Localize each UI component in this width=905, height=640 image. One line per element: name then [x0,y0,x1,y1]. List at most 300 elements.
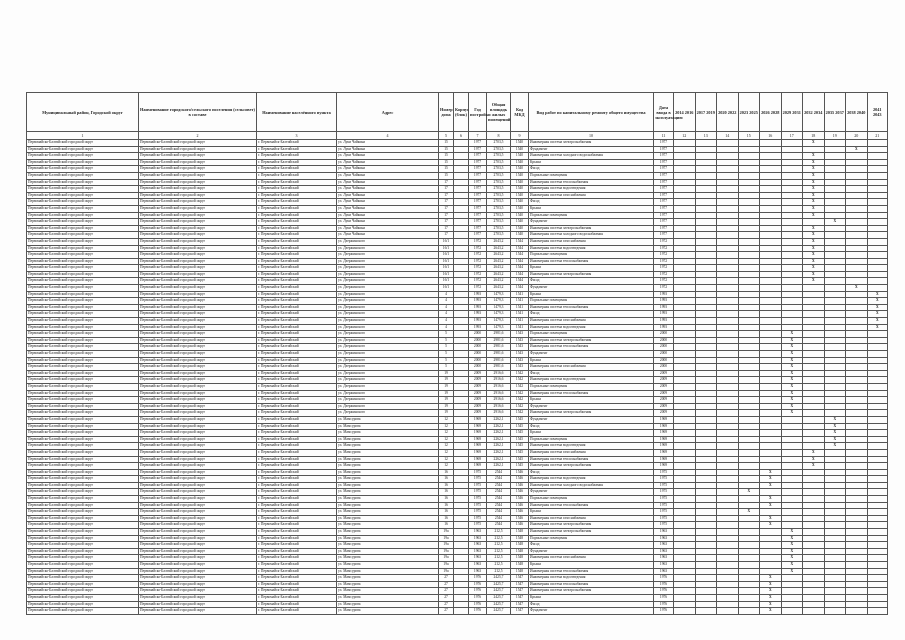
table-row [27,370,888,377]
work-type-cell: Инженерная система электроснабжения [529,271,654,278]
block-cell [454,146,469,153]
build-year-cell: 1977 [469,192,487,199]
period-cell-18 [803,403,825,410]
period-cell-15 [738,449,760,456]
table-row [27,245,888,252]
period-cell-21 [867,364,888,371]
period-cell-19 [824,456,846,463]
period-cell-14 [717,469,739,476]
period-cell-17 [781,265,803,272]
table-row [27,205,888,212]
period-cell-13 [695,172,717,179]
period-cell-14 [717,443,739,450]
period-cell-15 [738,581,760,588]
block-cell [454,311,469,318]
district-cell: Первомайско-Балтийский городской округ [27,482,139,489]
period-cell-13 [695,146,717,153]
period-cell-17 [781,608,803,615]
period-cell-14 [717,337,739,344]
table-row [27,146,888,153]
block-cell [454,238,469,245]
period-cell-13 [695,205,717,212]
area-cell: 1479,3 [487,298,511,305]
block-cell [454,416,469,423]
area-cell: 2916,6 [487,403,511,410]
period-cell-17 [781,285,803,292]
work-type-cell: Инженерная система водоотведения [529,245,654,252]
street-cell: ул. Луки Чайкина [337,146,439,153]
work-type-cell: Фасад [529,542,654,549]
period-cell-16 [760,568,782,575]
period-cell-18 [803,489,825,496]
period-cell-12 [674,186,696,193]
settlement-cell: Первомайско-Балтийский городской округ [139,529,257,536]
period-cell-13 [695,199,717,206]
period-cell-18 [803,324,825,331]
period-cell-15 [738,324,760,331]
locality-cell: г. Первомайск-Балтийский [257,608,337,615]
build-year-cell: 1993 [469,324,487,331]
period-cell-18: X [803,463,825,470]
commission-date-cell: 1993 [654,304,674,311]
work-type-cell: Инженерная система газоснабжения [529,555,654,562]
period-cell-19 [824,608,846,615]
district-cell: Первомайско-Балтийский городской округ [27,469,139,476]
period-cell-12 [674,351,696,358]
table-row [27,271,888,278]
period-cell-12 [674,476,696,483]
period-cell-18 [803,370,825,377]
street-cell: ул. Луки Чайкина [337,219,439,226]
period-cell-15 [738,291,760,298]
work-type-cell: Крыша [529,397,654,404]
street-cell: ул. Мамсурова [337,601,439,608]
period-cell-19: X [824,416,846,423]
district-cell: Первомайско-Балтийский городской округ [27,205,139,212]
period-cell-18 [803,542,825,549]
period-cell-13 [695,357,717,364]
area-cell: 2703,5 [487,232,511,239]
district-cell: Первомайско-Балтийский городской округ [27,463,139,470]
commission-date-cell: 1977 [654,232,674,239]
settlement-cell: Первомайско-Балтийский городской округ [139,166,257,173]
district-cell: Первомайско-Балтийский городской округ [27,179,139,186]
period-cell-13 [695,410,717,417]
build-year-cell: 1963 [469,562,487,569]
area-cell: 2981,6 [487,344,511,351]
period-cell-12 [674,252,696,259]
work-type-cell: Подвальные помещения [529,172,654,179]
period-cell-14 [717,562,739,569]
column-header-13: 2017 2019 [695,93,717,132]
period-cell-18: X [803,199,825,206]
period-cell-14 [717,509,739,516]
locality-cell: г. Первомайск-Балтийский [257,548,337,555]
period-cell-12 [674,278,696,285]
period-cell-17 [781,258,803,265]
district-cell: Первомайско-Балтийский городской округ [27,390,139,397]
period-cell-15 [738,153,760,160]
locality-cell: г. Первомайск-Балтийский [257,463,337,470]
street-cell: ул. Мамсурова [337,469,439,476]
house-number-cell: 16 [439,489,454,496]
locality-cell: г. Первомайск-Балтийский [257,456,337,463]
block-cell [454,535,469,542]
locality-cell: г. Первомайск-Балтийский [257,291,337,298]
period-cell-21 [867,568,888,575]
period-cell-21 [867,331,888,338]
period-cell-19 [824,225,846,232]
period-cell-14 [717,318,739,325]
street-cell: ул. Дзержинского [337,344,439,351]
period-cell-21 [867,594,888,601]
period-cell-20 [846,172,868,179]
locality-cell: г. Первомайск-Балтийский [257,265,337,272]
period-cell-19 [824,377,846,384]
period-cell-13 [695,219,717,226]
period-cell-14 [717,186,739,193]
column-number-10: 10 [529,132,654,140]
locality-cell: г. Первомайск-Балтийский [257,403,337,410]
period-cell-14 [717,140,739,147]
period-cell-21 [867,159,888,166]
period-cell-17 [781,172,803,179]
building-code-cell: 1544 [511,285,529,292]
period-cell-15 [738,522,760,529]
area-cell: 2643,2 [487,278,511,285]
district-cell: Первомайско-Балтийский городской округ [27,192,139,199]
house-number-cell: 17 [439,192,454,199]
block-cell [454,199,469,206]
commission-date-cell: 1969 [654,416,674,423]
district-cell: Первомайско-Балтийский городской округ [27,304,139,311]
period-cell-14 [717,265,739,272]
commission-date-cell: 1977 [654,199,674,206]
period-cell-16 [760,344,782,351]
house-number-cell: 16 [439,476,454,483]
period-cell-21 [867,515,888,522]
period-cell-20 [846,443,868,450]
period-cell-13 [695,608,717,615]
period-cell-16 [760,159,782,166]
building-code-cell: 1540 [511,179,529,186]
area-cell: 2916,6 [487,410,511,417]
building-code-cell: 1540 [511,225,529,232]
table-row [27,502,888,509]
work-type-cell: Инженерная система водоотведения [529,186,654,193]
period-cell-20 [846,331,868,338]
district-cell: Первомайско-Балтийский городской округ [27,166,139,173]
period-cell-20 [846,245,868,252]
area-cell: 2262,1 [487,436,511,443]
period-cell-15 [738,594,760,601]
work-type-cell: Инженерная система электроснабжения [529,522,654,529]
settlement-cell: Первомайско-Балтийский городской округ [139,403,257,410]
build-year-cell: 2009 [469,377,487,384]
commission-date-cell: 1963 [654,555,674,562]
building-code-cell: 1547 [511,581,529,588]
period-cell-12 [674,337,696,344]
period-cell-19 [824,166,846,173]
area-cell: 2544 [487,489,511,496]
period-cell-16 [760,430,782,437]
period-cell-16 [760,225,782,232]
period-cell-17: X [781,555,803,562]
block-cell [454,192,469,199]
period-cell-12 [674,430,696,437]
period-cell-19 [824,535,846,542]
period-cell-17 [781,436,803,443]
building-code-cell: 1543 [511,364,529,371]
block-cell [454,456,469,463]
street-cell: ул. Луки Чайкина [337,179,439,186]
period-cell-20 [846,601,868,608]
work-type-cell: Фундамент [529,416,654,423]
table-row [27,509,888,516]
period-cell-17: X [781,357,803,364]
period-cell-14 [717,581,739,588]
period-cell-12 [674,205,696,212]
settlement-cell: Первомайско-Балтийский городской округ [139,535,257,542]
period-cell-21 [867,496,888,503]
period-cell-12 [674,298,696,305]
commission-date-cell: 2009 [654,377,674,384]
period-cell-14 [717,502,739,509]
commission-date-cell: 1977 [654,159,674,166]
district-cell: Первомайско-Балтийский городской округ [27,271,139,278]
period-cell-18 [803,331,825,338]
settlement-cell: Первомайско-Балтийский городской округ [139,608,257,615]
work-type-cell: Подвальные помещения [529,298,654,305]
build-year-cell: 1975 [469,469,487,476]
period-cell-17 [781,496,803,503]
street-cell: ул. Дзержинского [337,351,439,358]
house-number-cell: 16 [439,509,454,516]
period-cell-17: X [781,364,803,371]
district-cell: Первомайско-Балтийский городской округ [27,423,139,430]
work-type-cell: Крыша [529,357,654,364]
column-header-21: 2041 2043 [867,93,888,132]
settlement-cell: Первомайско-Балтийский городской округ [139,469,257,476]
building-code-cell: 1546 [511,469,529,476]
area-cell: 2643,2 [487,258,511,265]
period-cell-16 [760,449,782,456]
period-cell-18: X [803,252,825,259]
build-year-cell: 1976 [469,588,487,595]
period-cell-17 [781,311,803,318]
build-year-cell: 1969 [469,416,487,423]
column-number-17: 17 [781,132,803,140]
period-cell-16 [760,489,782,496]
period-cell-15 [738,443,760,450]
area-cell: 2703,5 [487,225,511,232]
period-cell-21 [867,410,888,417]
work-type-cell: Инженерная система теплоснабжения [529,304,654,311]
table-row [27,383,888,390]
table-row [27,252,888,259]
table-row [27,482,888,489]
block-cell [454,548,469,555]
block-cell [454,443,469,450]
block-cell [454,601,469,608]
locality-cell: г. Первомайск-Балтийский [257,304,337,311]
house-number-cell: 5 [439,364,454,371]
table-row [27,575,888,582]
house-number-cell: 12 [439,449,454,456]
period-cell-14 [717,416,739,423]
period-cell-19 [824,245,846,252]
district-cell: Первомайско-Балтийский городской округ [27,298,139,305]
street-cell: ул. Луки Чайкина [337,172,439,179]
period-cell-19: X [824,219,846,226]
period-cell-15 [738,476,760,483]
period-cell-14 [717,542,739,549]
settlement-cell: Первомайско-Балтийский городской округ [139,548,257,555]
work-type-cell: Фундамент [529,146,654,153]
period-cell-12 [674,212,696,219]
period-cell-20 [846,555,868,562]
period-cell-19 [824,265,846,272]
block-cell [454,562,469,569]
period-cell-21 [867,430,888,437]
block-cell [454,496,469,503]
house-number-cell: 19а [439,562,454,569]
period-cell-16 [760,357,782,364]
period-cell-17 [781,601,803,608]
street-cell: ул. Мамсурова [337,476,439,483]
build-year-cell: 2009 [469,397,487,404]
period-cell-16 [760,535,782,542]
build-year-cell: 1963 [469,568,487,575]
street-cell: ул. Дзержинского [337,397,439,404]
period-cell-16 [760,192,782,199]
column-number-21: 21 [867,132,888,140]
commission-date-cell: 2000 [654,364,674,371]
building-code-cell: 1541 [511,291,529,298]
area-cell: 2544 [487,469,511,476]
period-cell-18 [803,423,825,430]
column-header-16: 2026 2028 [760,93,782,132]
period-cell-12 [674,370,696,377]
period-cell-13 [695,515,717,522]
period-cell-18: X [803,159,825,166]
period-cell-12 [674,271,696,278]
period-cell-16 [760,166,782,173]
table-row [27,337,888,344]
period-cell-12 [674,509,696,516]
locality-cell: г. Первомайск-Балтийский [257,298,337,305]
locality-cell: г. Первомайск-Балтийский [257,238,337,245]
commission-date-cell: 2009 [654,370,674,377]
period-cell-17 [781,146,803,153]
street-cell: ул. Дзержинского [337,271,439,278]
commission-date-cell: 1972 [654,258,674,265]
period-cell-17 [781,581,803,588]
period-cell-17: X [781,548,803,555]
settlement-cell: Первомайско-Балтийский городской округ [139,463,257,470]
locality-cell: г. Первомайск-Балтийский [257,252,337,259]
building-code-cell: 1545 [511,416,529,423]
table-row [27,489,888,496]
building-code-cell: 1542 [511,377,529,384]
period-cell-12 [674,225,696,232]
build-year-cell: 2000 [469,344,487,351]
column-header-6: Корпус (блок) [454,93,469,132]
period-cell-21 [867,219,888,226]
period-cell-14 [717,278,739,285]
district-cell: Первомайско-Балтийский городской округ [27,337,139,344]
period-cell-20 [846,463,868,470]
period-cell-14 [717,258,739,265]
work-type-cell: Фасад [529,311,654,318]
period-cell-20 [846,423,868,430]
table-row [27,351,888,358]
period-cell-16 [760,291,782,298]
building-code-cell: 1542 [511,370,529,377]
block-cell [454,463,469,470]
area-cell: 2703,5 [487,179,511,186]
period-cell-18 [803,351,825,358]
period-cell-14 [717,476,739,483]
work-type-cell: Инженерная система теплоснабжения [529,568,654,575]
commission-date-cell: 2009 [654,390,674,397]
period-cell-20 [846,535,868,542]
period-cell-19 [824,555,846,562]
period-cell-19 [824,285,846,292]
commission-date-cell: 1969 [654,423,674,430]
work-type-cell: Инженерная система электроснабжения [529,140,654,147]
locality-cell: г. Первомайск-Балтийский [257,245,337,252]
street-cell: ул. Дзержинского [337,245,439,252]
build-year-cell: 1972 [469,271,487,278]
settlement-cell: Первомайско-Балтийский городской округ [139,436,257,443]
commission-date-cell: 2000 [654,344,674,351]
locality-cell: г. Первомайск-Балтийский [257,390,337,397]
commission-date-cell: 1993 [654,291,674,298]
house-number-cell: 19 [439,397,454,404]
building-code-cell: 1544 [511,252,529,259]
district-cell: Первомайско-Балтийский городской округ [27,575,139,582]
period-cell-13 [695,179,717,186]
column-number-12: 12 [674,132,696,140]
period-cell-16: X [760,469,782,476]
block-cell [454,225,469,232]
locality-cell: г. Первомайск-Балтийский [257,436,337,443]
settlement-cell: Первомайско-Балтийский городской округ [139,562,257,569]
work-type-cell: Инженерная система теплоснабжения [529,456,654,463]
block-cell [454,172,469,179]
period-cell-12 [674,318,696,325]
street-cell: ул. Мамсурова [337,482,439,489]
street-cell: ул. Луки Чайкина [337,159,439,166]
building-code-cell: 1543 [511,351,529,358]
period-cell-13 [695,377,717,384]
building-code-cell: 1543 [511,344,529,351]
block-cell [454,265,469,272]
period-cell-12 [674,601,696,608]
build-year-cell: 1963 [469,555,487,562]
period-cell-14 [717,179,739,186]
street-cell: ул. Мамсурова [337,548,439,555]
settlement-cell: Первомайско-Балтийский городской округ [139,377,257,384]
district-cell: Первомайско-Балтийский городской округ [27,159,139,166]
area-cell: 212,5 [487,555,511,562]
period-cell-13 [695,245,717,252]
period-cell-12 [674,562,696,569]
building-code-cell: 1548 [511,568,529,575]
settlement-cell: Первомайско-Балтийский городской округ [139,304,257,311]
period-cell-13 [695,390,717,397]
